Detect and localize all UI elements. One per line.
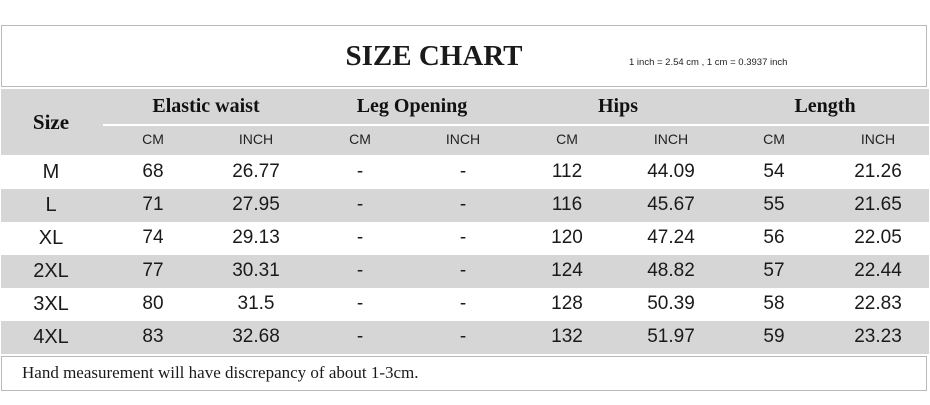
measurement-cell: 71: [142, 194, 164, 215]
size-column-header: Size: [32, 110, 70, 134]
measurement-cell: 57: [763, 260, 785, 281]
measurement-cell: 21.26: [854, 161, 902, 182]
size-cell: 3XL: [33, 293, 69, 315]
measurement-cell: -: [459, 293, 467, 314]
measurement-note: Hand measurement will have discrepancy of about 1-3cm.: [22, 363, 419, 382]
measurement-cell: 51.97: [647, 326, 695, 347]
measurement-cell: 58: [763, 293, 785, 314]
measurement-cell: 44.09: [647, 161, 695, 182]
measurement-cell: -: [459, 326, 467, 347]
measurement-cell: 27.95: [232, 194, 280, 215]
measurement-cell: -: [356, 227, 364, 248]
measurement-cell: 124: [551, 260, 583, 281]
measurement-cell: 120: [551, 227, 583, 248]
chart-title: SIZE CHART: [345, 40, 523, 72]
measurement-cell: -: [459, 260, 467, 281]
table-header: [1, 89, 929, 155]
table-row: [1, 255, 929, 288]
footer-box: [1, 356, 927, 391]
unit-header: CM: [763, 131, 785, 147]
measurement-cell: 30.31: [232, 260, 280, 281]
measurement-cell: -: [356, 161, 364, 182]
measurement-cell: 116: [551, 194, 583, 215]
measurement-cell: 48.82: [647, 260, 695, 281]
measurement-cell: -: [356, 194, 364, 215]
measurement-cell: -: [459, 161, 467, 182]
measurement-cell: 47.24: [647, 227, 695, 248]
measurement-cell: 112: [551, 161, 583, 182]
measurement-cell: 22.83: [854, 293, 902, 314]
table-row: [1, 156, 929, 189]
size-cell: 4XL: [33, 326, 69, 348]
measurement-cell: 54: [763, 161, 785, 182]
group-header-length: Length: [794, 95, 856, 117]
group-header-hips: Hips: [597, 95, 639, 117]
measurement-cell: 23.23: [854, 326, 902, 347]
measurement-cell: -: [356, 326, 364, 347]
measurement-cell: -: [459, 227, 467, 248]
table-row: [1, 222, 929, 255]
unit-header: INCH: [653, 131, 689, 147]
measurement-cell: 56: [763, 227, 785, 248]
table-row: [1, 321, 929, 354]
table-row: [1, 288, 929, 321]
measurement-cell: -: [356, 293, 364, 314]
measurement-cell: 132: [551, 326, 583, 347]
measurement-cell: 68: [142, 161, 164, 182]
unit-conversion-note: 1 inch = 2.54 cm , 1 cm = 0.3937 inch: [629, 57, 788, 68]
group-header-elastic-waist: Elastic waist: [152, 95, 260, 117]
unit-header: INCH: [238, 131, 274, 147]
measurement-cell: -: [459, 194, 467, 215]
unit-header: CM: [142, 131, 164, 147]
size-cell: 2XL: [33, 260, 69, 282]
unit-header: INCH: [860, 131, 896, 147]
measurement-cell: 80: [142, 293, 164, 314]
group-header-leg-opening: Leg Opening: [356, 95, 468, 117]
measurement-cell: 74: [142, 227, 164, 248]
size-cell: XL: [38, 227, 64, 249]
measurement-cell: 55: [763, 194, 785, 215]
unit-header: CM: [349, 131, 371, 147]
measurement-cell: 31.5: [237, 293, 275, 314]
measurement-cell: -: [356, 260, 364, 281]
measurement-cell: 21.65: [854, 194, 902, 215]
measurement-cell: 59: [763, 326, 785, 347]
header-divider: [103, 124, 929, 126]
measurement-cell: 83: [142, 326, 164, 347]
measurement-cell: 77: [142, 260, 164, 281]
table-row: [1, 189, 929, 222]
measurement-cell: 26.77: [232, 161, 280, 182]
measurement-cell: 128: [551, 293, 583, 314]
measurement-cell: 45.67: [647, 194, 695, 215]
measurement-cell: 22.05: [854, 227, 902, 248]
size-cell: L: [45, 194, 57, 216]
measurement-cell: 29.13: [232, 227, 280, 248]
measurement-cell: 50.39: [647, 293, 695, 314]
measurement-cell: 32.68: [232, 326, 280, 347]
unit-header: INCH: [445, 131, 481, 147]
title-box: [1, 25, 927, 87]
unit-header: CM: [556, 131, 578, 147]
size-cell: M: [42, 161, 60, 183]
measurement-cell: 22.44: [854, 260, 902, 281]
